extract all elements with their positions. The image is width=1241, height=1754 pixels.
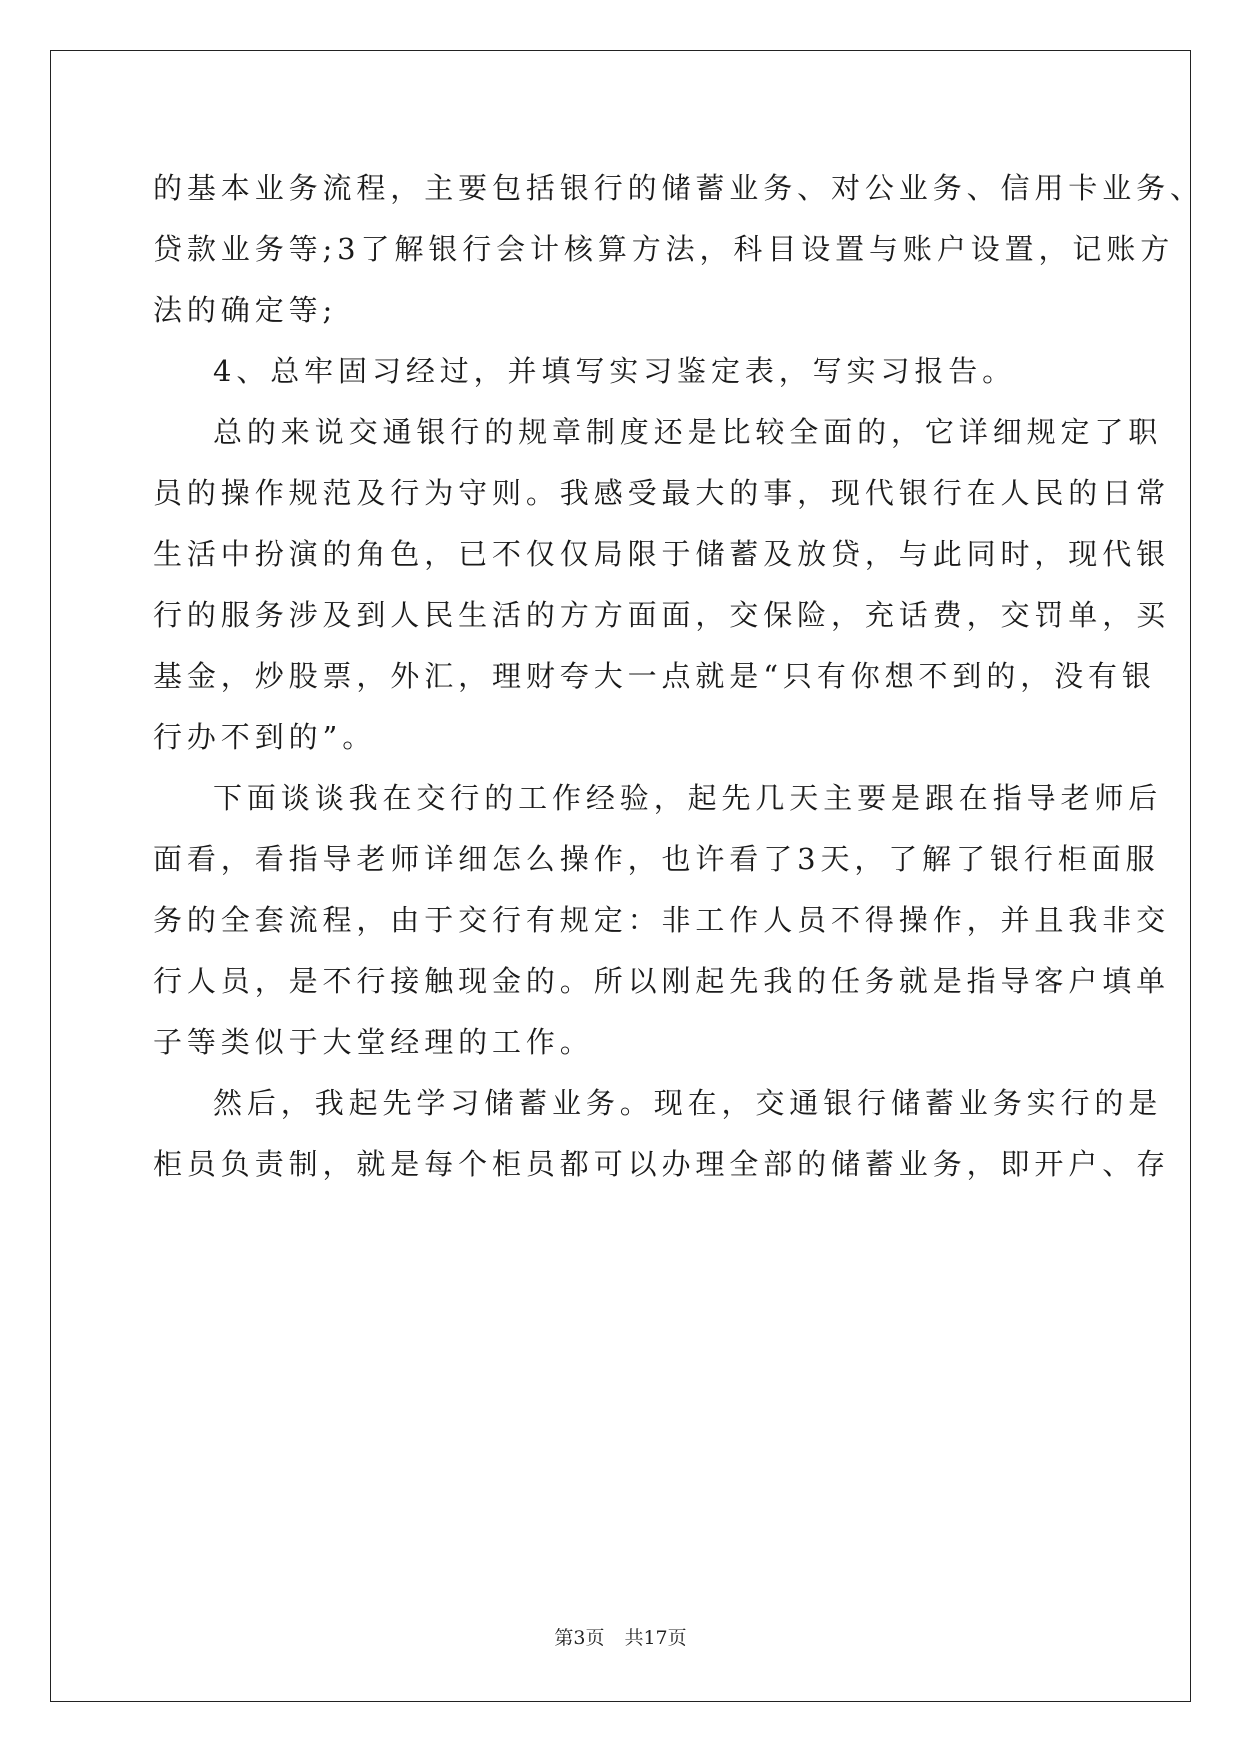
- body-line-15: 子等类似于大堂经理的工作。: [153, 1025, 594, 1059]
- body-line-8: 行的服务涉及到人民生活的方方面面，交保险，充话费，交罚单，买: [153, 598, 1171, 632]
- body-line-16: 然后，我起先学习储蓄业务。现在，交通银行储蓄业务实行的是: [213, 1086, 1163, 1120]
- body-line-3: 法的确定等;: [153, 293, 338, 327]
- body-line-1: 的基本业务流程，主要包括银行的储蓄业务、对公业务、信用卡业务、: [153, 171, 1204, 205]
- body-line-12: 面看，看指导老师详细怎么操作，也许看了3天，了解了银行柜面服: [153, 842, 1160, 876]
- body-line-11: 下面谈谈我在交行的工作经验，起先几天主要是跟在指导老师后: [213, 781, 1163, 815]
- body-line-14: 行人员，是不行接触现金的。所以刚起先我的任务就是指导客户填单: [153, 964, 1171, 998]
- body-line-7: 生活中扮演的角色，已不仅仅局限于储蓄及放贷，与此同时，现代银: [153, 537, 1171, 571]
- body-line-2: 贷款业务等;3了解银行会计核算方法，科目设置与账户设置，记账方: [153, 232, 1175, 266]
- page-total: 共17页: [624, 1627, 687, 1649]
- page-footer: [0, 1625, 1241, 1651]
- body-line-4: 4、总牢固习经过，并填写实习鉴定表，写实习报告。: [213, 354, 1017, 388]
- body-line-17: 柜员负责制，就是每个柜员都可以办理全部的储蓄业务，即开户、存: [153, 1147, 1171, 1181]
- body-line-9: 基金，炒股票，外汇，理财夸大一点就是“只有你想不到的，没有银: [153, 659, 1156, 693]
- body-line-10: 行办不到的”。: [153, 720, 377, 754]
- body-line-5: 总的来说交通银行的规章制度还是比较全面的，它详细规定了职: [213, 415, 1163, 449]
- body-line-13: 务的全套流程，由于交行有规定：非工作人员不得操作，并且我非交: [153, 903, 1171, 937]
- page-number: 第3页: [554, 1627, 605, 1649]
- body-line-6: 员的操作规范及行为守则。我感受最大的事，现代银行在人民的日常: [153, 476, 1171, 510]
